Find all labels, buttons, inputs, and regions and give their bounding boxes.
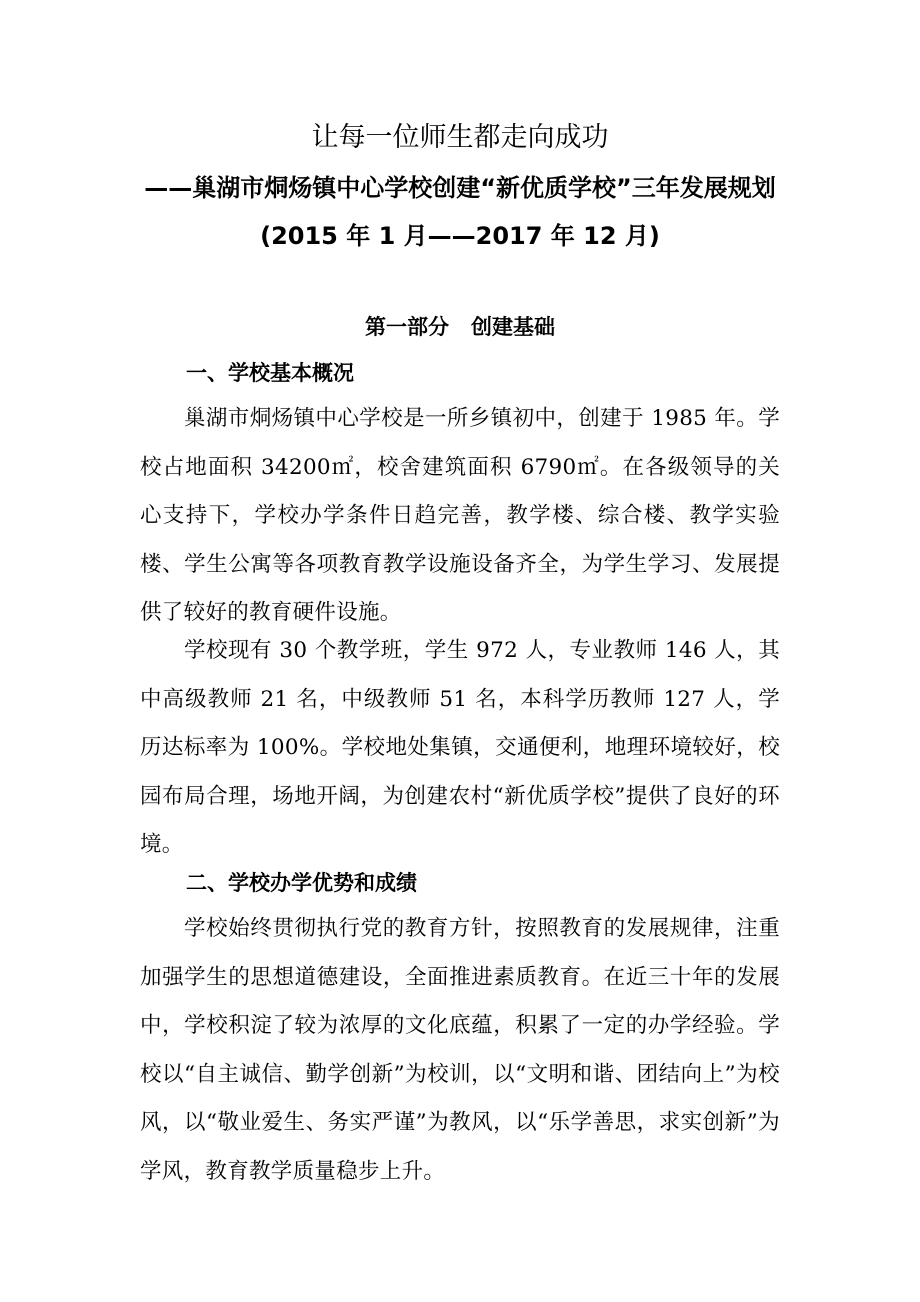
section-heading-overview: 一、学校基本概况 [186, 361, 354, 385]
document-title: 让每一位师生都走向成功 [311, 122, 609, 153]
document-period: (2015 年 1 月——2017 年 12 月) [260, 222, 660, 250]
document-subtitle: ——巢湖市烔炀镇中心学校创建“新优质学校”三年发展规划 [144, 174, 776, 202]
paragraph-overview-1: 巢湖市烔炀镇中心学校是一所乡镇初中，创建于 1985 年。学校占地面积 34200㎡，校舍建筑面积 6790㎡。在各级领导的关心支持下，学校办学条件日趋完善，教学楼、综合楼、教学实验楼、学生公寓等各项教育教学设施设备齐全，为学生学习、发展提供了较好的教育硬件设施。 [140, 406, 780, 626]
part-heading-right: 创建基础 [471, 315, 555, 339]
part-heading-left: 第一部分 [365, 315, 449, 339]
part-heading [0, 311, 920, 343]
paragraph-advantages-1: 学校始终贯彻执行党的教育方针，按照教育的发展规律，注重加强学生的思想道德建设，全面推进素质教育。在近三十年的发展中，学校积淀了较为浓厚的文化底蕴，积累了一定的办学经验。学校以“自主诚信、勤学创新”为校训，以“文明和谐、团结向上”为校风，以“敬业爱生、务实严谨”为教风，以“乐学善思，求实创新”为学风，教育教学质量稳步上升。 [140, 916, 780, 1184]
paragraph-overview-2: 学校现有 30 个教学班，学生 972 人，专业教师 146 人，其中高级教师 21 名，中级教师 51 名，本科学历教师 127 人，学历达标率为 100%。学校地处集镇，交通便利，地理环境较好，校园布局合理，场地开阔，为创建农村“新优质学校”提供了良好的环境。 [140, 638, 780, 858]
section-heading-advantages: 二、学校办学优势和成绩 [186, 871, 417, 895]
